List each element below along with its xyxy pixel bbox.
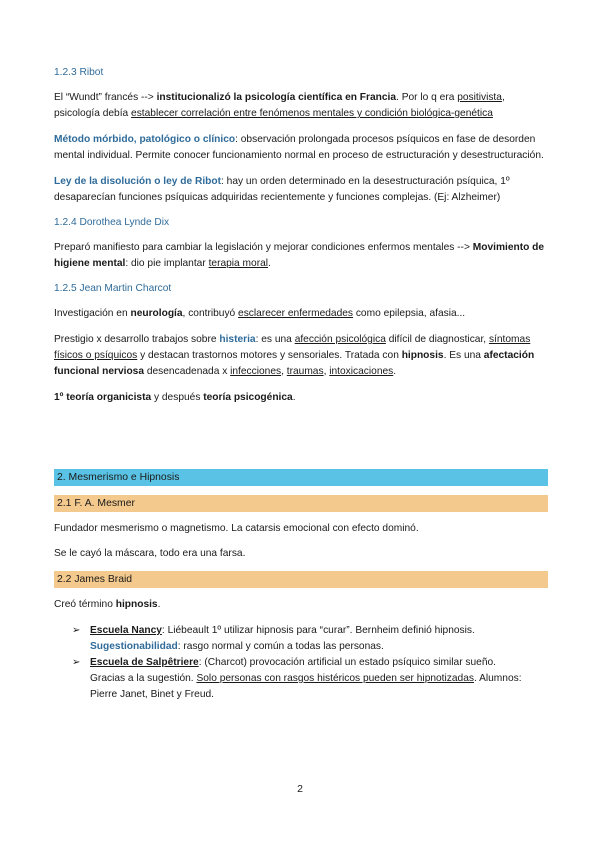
- bold-text: Movimiento de higiene mental: [54, 242, 545, 269]
- page-number: 2: [297, 783, 303, 795]
- text: ,: [281, 366, 287, 377]
- heading-band-braid: 2.2 James Braid: [54, 571, 548, 588]
- bold-text: hipnosis: [401, 350, 444, 361]
- text: : rasgo normal y común a todas las personas.: [177, 641, 384, 652]
- text: desencadenada x: [144, 366, 231, 377]
- text: .: [157, 599, 161, 610]
- text: Prestigio x desarrollo trabajos sobre: [54, 334, 220, 345]
- arrow-bullet-icon: ➢: [72, 625, 81, 636]
- text: .: [268, 258, 271, 269]
- paragraph-mesmer-fundador: Fundador mesmerismo o magnetismo. La catarsis emocional con efecto dominó.: [54, 523, 419, 534]
- term-highlight: Ley de la disolución o ley de Ribot: [54, 176, 221, 187]
- underlined-text: síntomas físicos o psíquicos: [54, 334, 531, 361]
- underlined-text: afección psicológica: [294, 334, 386, 345]
- text: , psicología debía: [54, 92, 505, 119]
- section-heading-dix: 1.2.4 Dorothea Lynde Dix: [54, 217, 170, 228]
- text: difícil de diagnosticar,: [385, 334, 489, 345]
- text: Investigación en: [54, 308, 131, 319]
- underlined-text: terapia moral: [208, 258, 269, 269]
- bold-text: institucionalizó la psicología científica en Francia: [156, 92, 397, 103]
- text: .: [292, 392, 296, 403]
- text: Creó término: [54, 599, 116, 610]
- heading-band-mesmer: 2.1 F. A. Mesmer: [54, 495, 548, 512]
- paragraph-charcot-neurologia: [54, 306, 548, 322]
- bold-text: hipnosis: [115, 599, 158, 610]
- text: : observación prolongada procesos psíquicos en fase de desorden mental individual. Permite conocer funcionamiento normal en proceso de estructuración y desestructuración.: [54, 134, 544, 161]
- schools-list: [72, 623, 532, 703]
- underlined-text: establecer correlación entre fenómenos mentales y condición biológica-genética: [131, 108, 493, 119]
- text: como epilepsia, afasia...: [353, 308, 466, 319]
- text: : hay un orden determinado en la desestructuración psíquica, 1º desaparecían funciones psíquicas adquiridas recientemente y funciones complejas. (Ej: Alzheimer): [54, 176, 510, 203]
- text: : dio pie implantar: [125, 258, 209, 269]
- underlined-text: Solo personas con rasgos histéricos pueden ser hipnotizadas: [196, 673, 474, 684]
- bold-text: afectación funcional nerviosa: [54, 350, 535, 377]
- list-item: [72, 623, 532, 655]
- text: y destacan trastornos motores y sensoriales. Tratada con: [137, 350, 402, 361]
- text: , contribuyó: [182, 308, 239, 319]
- bold-underlined-text: Escuela de Salpêtriere: [90, 657, 199, 668]
- paragraph-ribot-intro: [54, 90, 548, 122]
- underlined-text: traumas: [286, 366, 324, 377]
- text: ,: [323, 366, 330, 377]
- term-highlight: histeria: [219, 334, 256, 345]
- paragraph-braid: [54, 597, 548, 613]
- underlined-text: esclarecer enfermedades: [238, 308, 353, 319]
- bold-underlined-text: Escuela Nancy: [90, 625, 162, 636]
- text: . Alumnos: Pierre Janet, Binet y Freud.: [90, 673, 522, 700]
- section-heading-charcot: 1.2.5 Jean Martin Charcot: [54, 283, 172, 294]
- text: .: [393, 366, 397, 377]
- arrow-bullet-icon: ➢: [72, 657, 81, 668]
- term-highlight: Sugestionabilidad: [90, 641, 178, 652]
- paragraph-charcot-histeria: [54, 332, 548, 380]
- text: Preparó manifiesto para cambiar la legislación y mejorar condiciones enfermos mentales -->: [54, 242, 473, 253]
- text: : (Charcot) provocación artificial un estado psíquico similar sueño. Gracias a la sugestión.: [90, 657, 497, 684]
- paragraph-metodo-morbido: [54, 132, 548, 164]
- list-item: [72, 655, 532, 703]
- text: : Liébeault 1º utilizar hipnosis para “curar”. Bernheim definió hipnosis.: [161, 625, 475, 636]
- underlined-text: infecciones: [230, 366, 282, 377]
- bold-text: 1º teoría organicista: [54, 392, 152, 403]
- text: . Es una: [443, 350, 484, 361]
- text: y después: [151, 392, 204, 403]
- text: El “Wundt” francés -->: [54, 92, 157, 103]
- content-top: [54, 66, 548, 416]
- paragraph-charcot-teorias: [54, 390, 548, 406]
- bold-text: teoría psicogénica: [203, 392, 293, 403]
- term-highlight: Método mórbido, patológico o clínico: [54, 134, 236, 145]
- underlined-text: positivista: [457, 92, 502, 103]
- paragraph-mesmer-farsa: Se le cayó la máscara, todo era una farsa.: [54, 548, 246, 559]
- text: : es una: [255, 334, 295, 345]
- underlined-text: intoxicaciones: [329, 366, 394, 377]
- heading-band-mesmerismo: 2. Mesmerismo e Hipnosis: [54, 469, 548, 486]
- bold-text: neurología: [130, 308, 183, 319]
- paragraph-dix: [54, 240, 548, 272]
- text: . Por lo q era: [396, 92, 458, 103]
- paragraph-ley-ribot: [54, 174, 548, 206]
- section-heading-ribot: 1.2.3 Ribot: [54, 67, 104, 78]
